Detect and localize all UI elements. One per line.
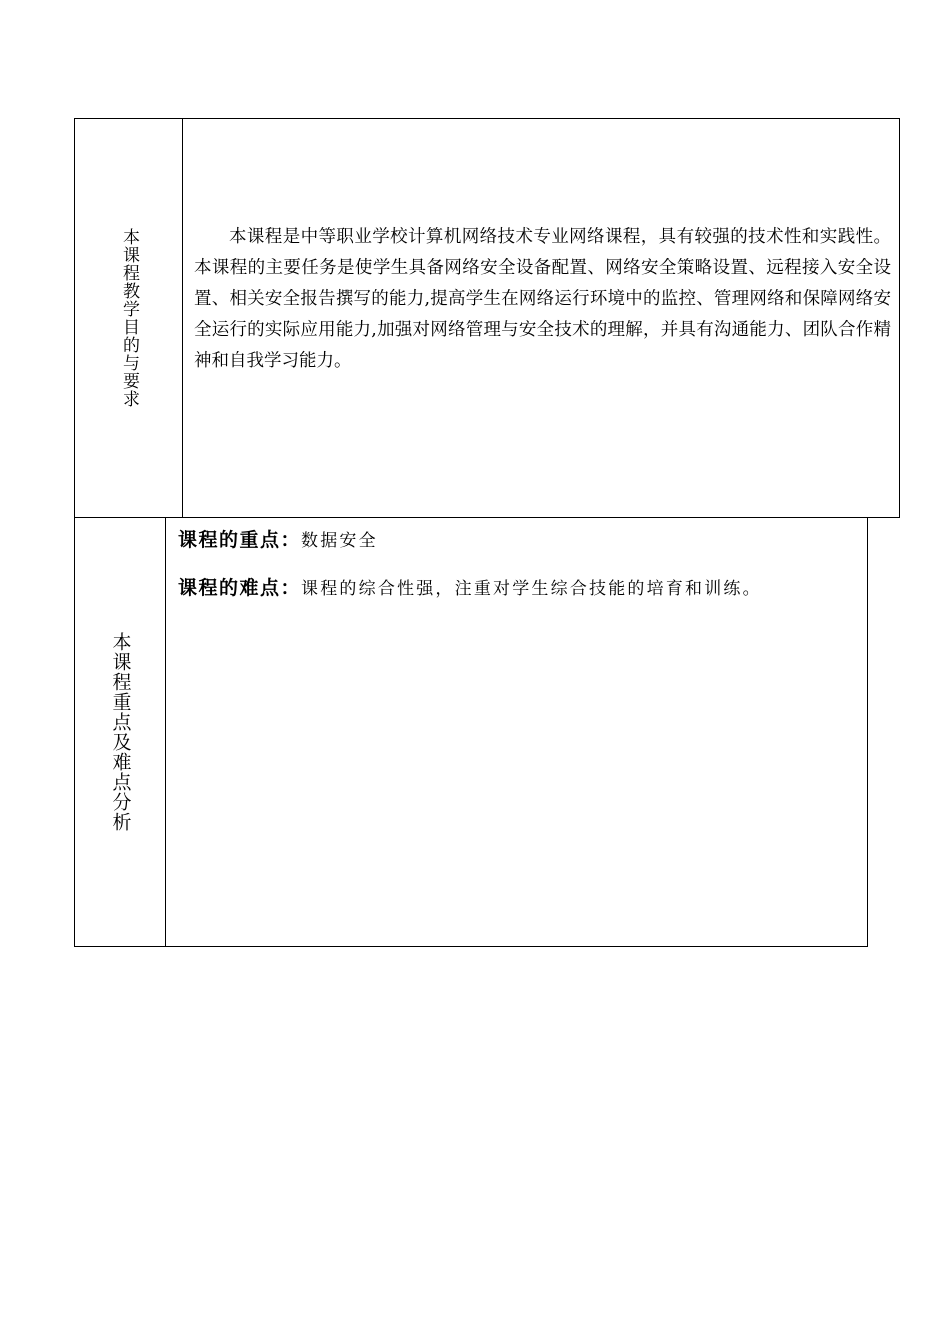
key-difficulty-label-cell [75,518,166,946]
objectives-body: 本课程是中等职业学校计算机网络技术专业网络课程，具有较强的技术性和实践性。本课程的主要任务是使学生具备网络安全设备配置、网络安全策略设置、远程接入安全设置、相关安全报告撰写的能力,提高学生在网络运行环境中的监控、管理网络和保障网络安全运行的实际应用能力,加强对网络管理与安全技术的理解，并具有沟通能力、团队合作精神和自我学习能力。 [194,227,891,371]
key-point-label: 课程的重点： [178,529,302,551]
difficulty-label: 课程的难点： [178,577,302,599]
objectives-label-cell [75,119,183,517]
key-difficulty-section [74,517,868,947]
objectives-label: 本课程教学目的与要求 [119,228,139,408]
difficulty-paragraph [178,570,858,607]
key-difficulty-label: 本课程重点及难点分析 [109,632,132,832]
difficulty-text: 课程的综合性强，注重对学生综合技能的培育和训练。 [301,579,762,599]
key-point-paragraph [178,522,858,559]
key-point-text: 数据安全 [301,531,378,551]
objectives-section [74,118,900,518]
